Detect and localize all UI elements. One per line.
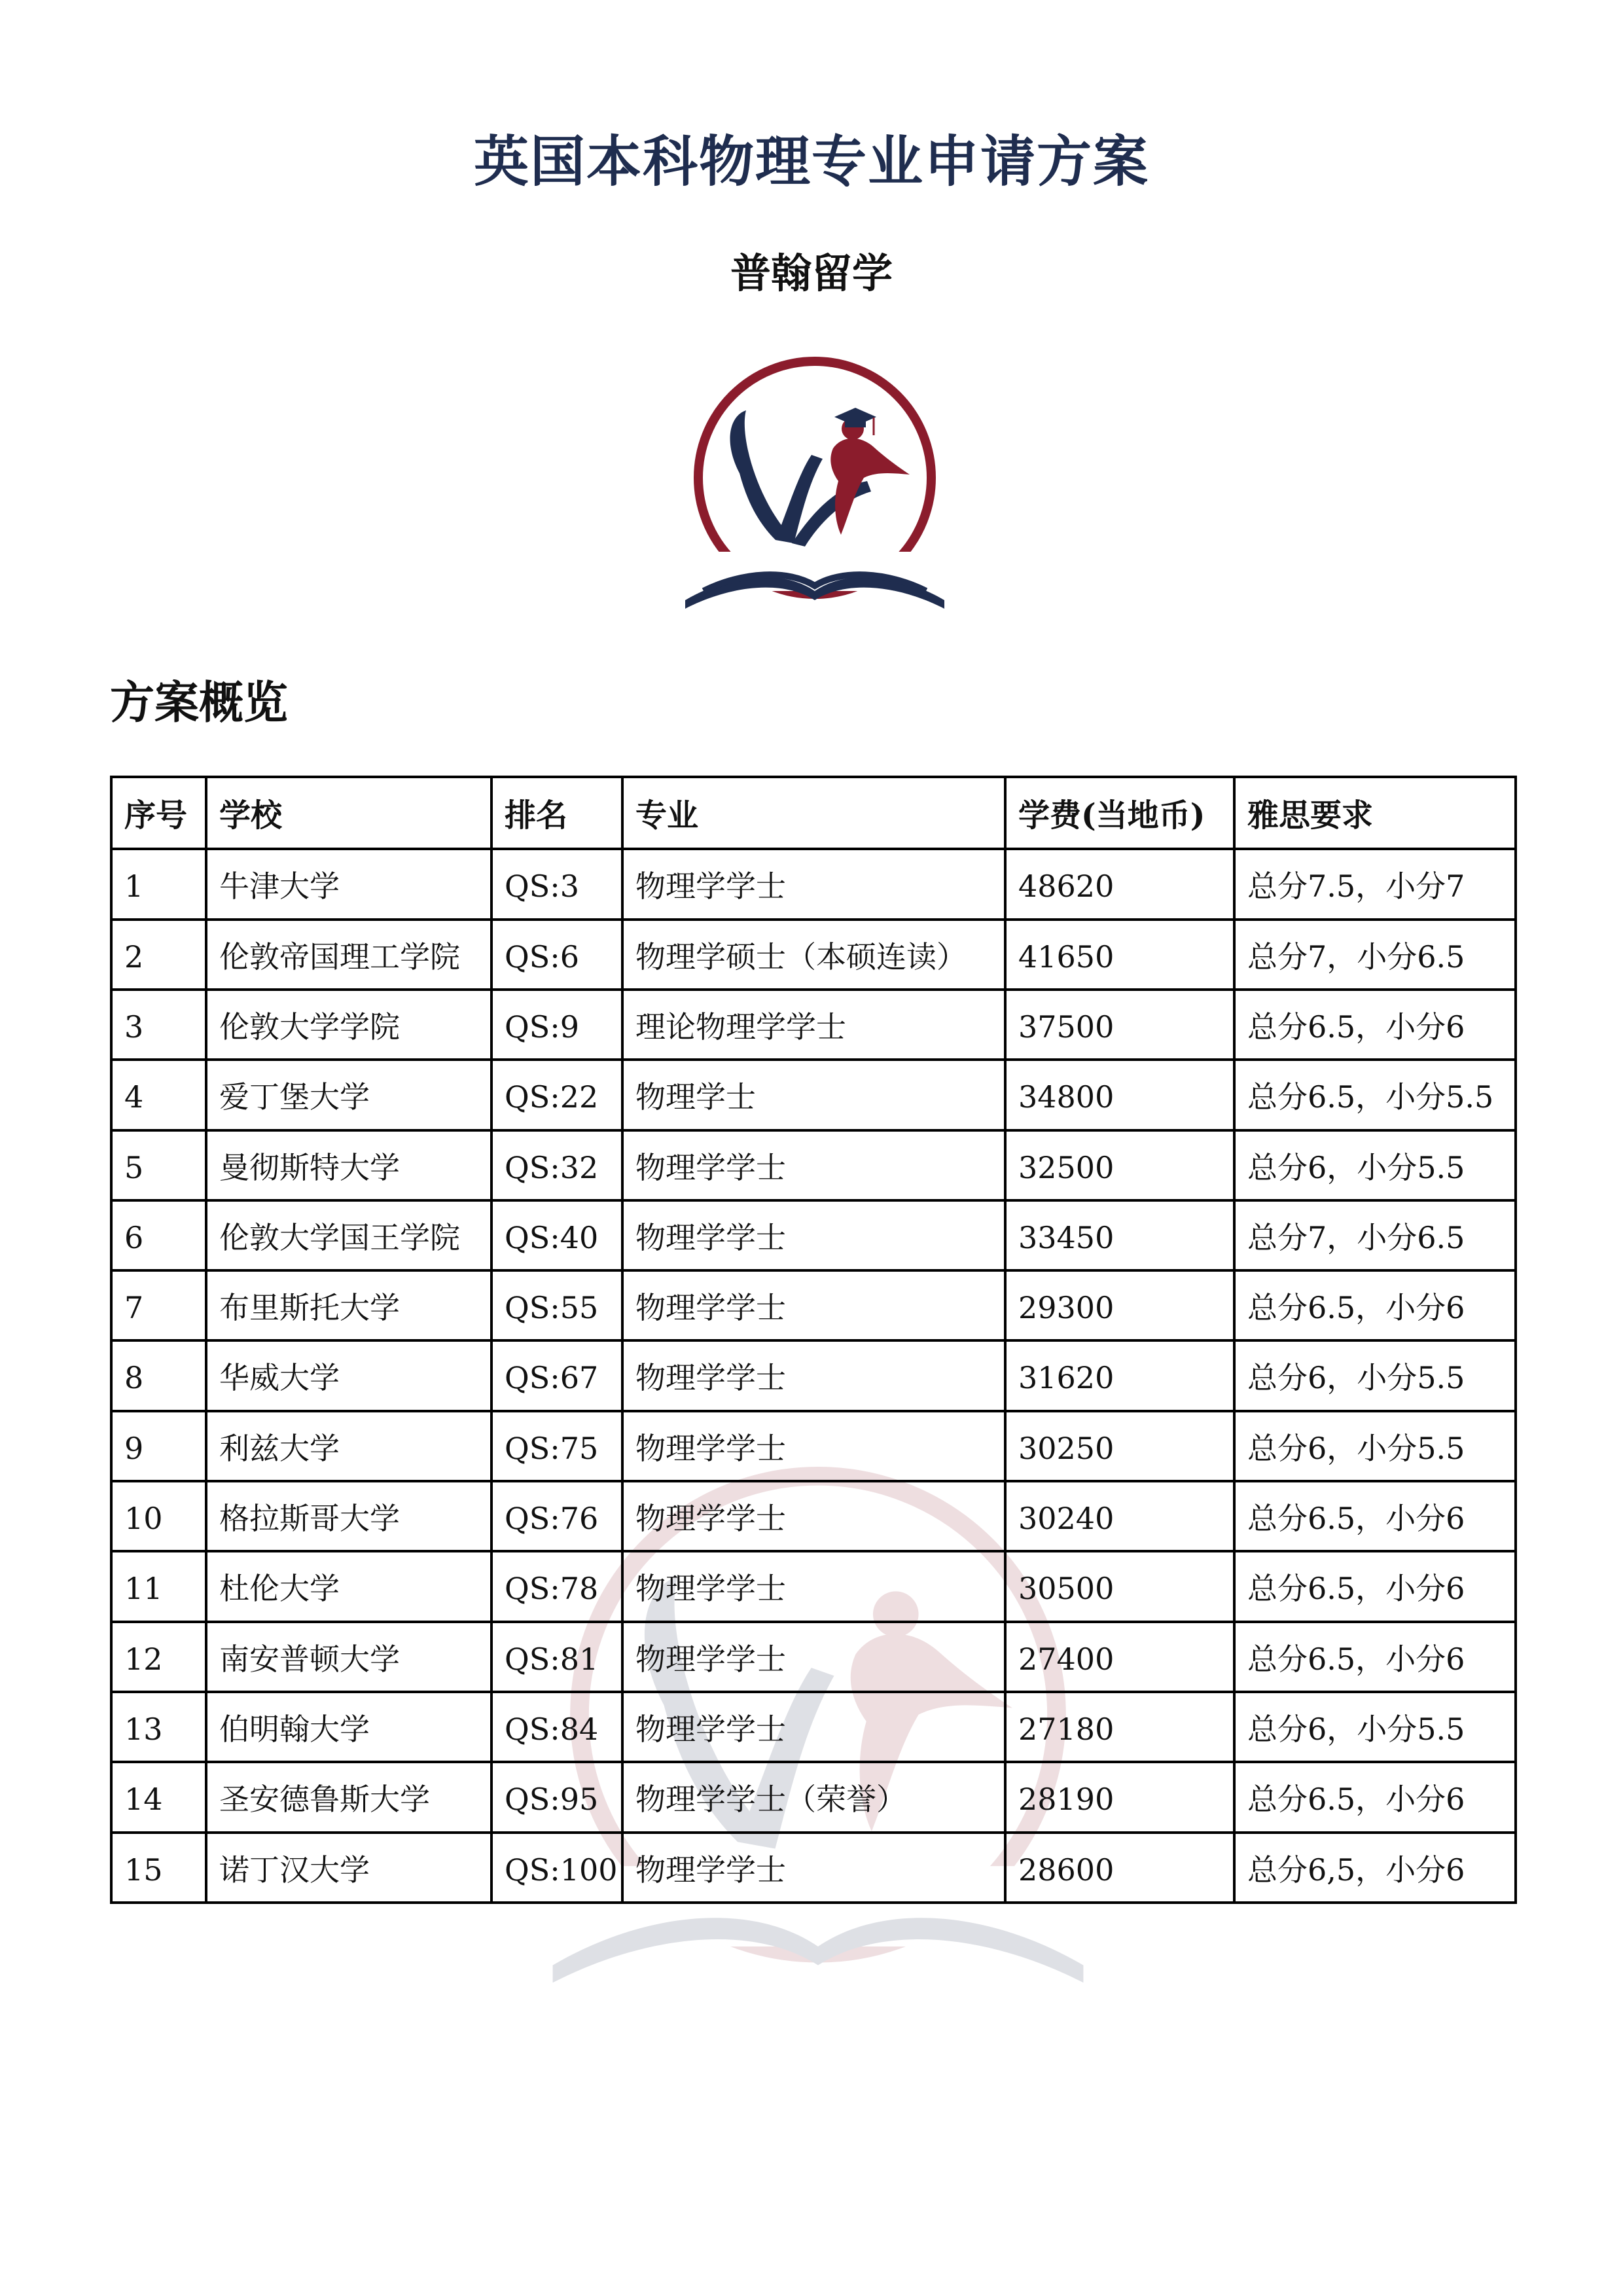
cell-index: 13 xyxy=(111,1692,206,1762)
cell-school: 南安普顿大学 xyxy=(206,1622,491,1692)
cell-major: 物理学硕士（本硕连读） xyxy=(622,920,1005,990)
cell-major: 物理学学士 xyxy=(622,1833,1005,1903)
cell-school: 利兹大学 xyxy=(206,1411,491,1481)
cell-ielts: 总分6.5，小分6 xyxy=(1234,1551,1516,1621)
table-header-row xyxy=(111,777,1516,849)
cell-ielts: 总分6.5，小分6 xyxy=(1234,1270,1516,1340)
cell-school: 圣安德鲁斯大学 xyxy=(206,1762,491,1832)
cell-rank: QS:67 xyxy=(491,1340,622,1410)
cell-school: 伦敦帝国理工学院 xyxy=(206,920,491,990)
cell-rank: QS:84 xyxy=(491,1692,622,1762)
table-row xyxy=(111,1762,1516,1832)
cell-index: 6 xyxy=(111,1200,206,1270)
cell-rank: QS:100 xyxy=(491,1833,622,1903)
cell-index: 11 xyxy=(111,1551,206,1621)
cell-school: 华威大学 xyxy=(206,1340,491,1410)
table-row xyxy=(111,1060,1516,1130)
cell-index: 4 xyxy=(111,1060,206,1130)
cell-school: 诺丁汉大学 xyxy=(206,1833,491,1903)
cell-ielts: 总分6，小分5.5 xyxy=(1234,1411,1516,1481)
table-row xyxy=(111,1481,1516,1551)
cell-rank: QS:6 xyxy=(491,920,622,990)
cell-major: 物理学学士 xyxy=(622,1130,1005,1200)
cell-major: 物理学学士 xyxy=(622,1622,1005,1692)
table-row xyxy=(111,1411,1516,1481)
cell-index: 9 xyxy=(111,1411,206,1481)
cell-rank: QS:76 xyxy=(491,1481,622,1551)
cell-ielts: 总分7.5，小分7 xyxy=(1234,849,1516,919)
cell-index: 14 xyxy=(111,1762,206,1832)
cell-rank: QS:81 xyxy=(491,1622,622,1692)
table-row xyxy=(111,849,1516,919)
cell-ielts: 总分7，小分6.5 xyxy=(1234,1200,1516,1270)
cell-rank: QS:78 xyxy=(491,1551,622,1621)
cell-school: 格拉斯哥大学 xyxy=(206,1481,491,1551)
cell-tuition: 41650 xyxy=(1005,920,1234,990)
page-title: 英国本科物理专业申请方案 xyxy=(473,129,1149,194)
cell-school: 伯明翰大学 xyxy=(206,1692,491,1762)
cell-index: 2 xyxy=(111,920,206,990)
cell-ielts: 总分6,5，小分6 xyxy=(1234,1833,1516,1903)
cell-tuition: 29300 xyxy=(1005,1270,1234,1340)
cell-ielts: 总分6，小分5.5 xyxy=(1234,1340,1516,1410)
page-subtitle: 普翰留学 xyxy=(730,249,893,297)
cell-tuition: 37500 xyxy=(1005,990,1234,1060)
cell-major: 物理学学士 xyxy=(622,849,1005,919)
cell-tuition: 34800 xyxy=(1005,1060,1234,1130)
cell-tuition: 32500 xyxy=(1005,1130,1234,1200)
overview-table xyxy=(110,776,1517,1904)
cell-tuition: 30500 xyxy=(1005,1551,1234,1621)
cell-rank: QS:75 xyxy=(491,1411,622,1481)
table-row xyxy=(111,1551,1516,1621)
cell-ielts: 总分7，小分6.5 xyxy=(1234,920,1516,990)
cell-ielts: 总分6.5，小分5.5 xyxy=(1234,1060,1516,1130)
cell-rank: QS:55 xyxy=(491,1270,622,1340)
cell-tuition: 30250 xyxy=(1005,1411,1234,1481)
cell-tuition: 48620 xyxy=(1005,849,1234,919)
cell-ielts: 总分6.5，小分6 xyxy=(1234,1481,1516,1551)
cell-ielts: 总分6，小分5.5 xyxy=(1234,1692,1516,1762)
cell-school: 爱丁堡大学 xyxy=(206,1060,491,1130)
header-rank: 排名 xyxy=(491,777,622,849)
header-school: 学校 xyxy=(206,777,491,849)
table-row xyxy=(111,1270,1516,1340)
cell-school: 杜伦大学 xyxy=(206,1551,491,1621)
cell-school: 布里斯托大学 xyxy=(206,1270,491,1340)
cell-tuition: 31620 xyxy=(1005,1340,1234,1410)
cell-ielts: 总分6，小分5.5 xyxy=(1234,1130,1516,1200)
cell-school: 牛津大学 xyxy=(206,849,491,919)
table-row xyxy=(111,1692,1516,1762)
section-heading: 方案概览 xyxy=(110,677,289,729)
cell-school: 伦敦大学国王学院 xyxy=(206,1200,491,1270)
cell-tuition: 27180 xyxy=(1005,1692,1234,1762)
cell-major: 物理学学士 xyxy=(622,1270,1005,1340)
cell-tuition: 33450 xyxy=(1005,1200,1234,1270)
header-ielts: 雅思要求 xyxy=(1234,777,1516,849)
header-index: 序号 xyxy=(111,777,206,849)
cell-major: 物理学士 xyxy=(622,1060,1005,1130)
cell-index: 1 xyxy=(111,849,206,919)
cell-major: 物理学学士 xyxy=(622,1692,1005,1762)
cell-tuition: 30240 xyxy=(1005,1481,1234,1551)
cell-index: 10 xyxy=(111,1481,206,1551)
table-row xyxy=(111,1130,1516,1200)
cell-tuition: 28600 xyxy=(1005,1833,1234,1903)
cell-major: 物理学学士 xyxy=(622,1200,1005,1270)
table-row xyxy=(111,990,1516,1060)
cell-rank: QS:95 xyxy=(491,1762,622,1832)
cell-major: 物理学学士 xyxy=(622,1551,1005,1621)
cell-rank: QS:9 xyxy=(491,990,622,1060)
cell-major: 物理学学士 xyxy=(622,1481,1005,1551)
cell-tuition: 27400 xyxy=(1005,1622,1234,1692)
cell-ielts: 总分6.5，小分6 xyxy=(1234,1622,1516,1692)
cell-index: 3 xyxy=(111,990,206,1060)
header-tuition: 学费(当地币) xyxy=(1005,777,1234,849)
cell-major: 物理学学士（荣誉） xyxy=(622,1762,1005,1832)
puhan-logo-icon xyxy=(677,344,952,619)
cell-tuition: 28190 xyxy=(1005,1762,1234,1832)
cell-school: 伦敦大学学院 xyxy=(206,990,491,1060)
table-row xyxy=(111,1833,1516,1903)
table-row xyxy=(111,1622,1516,1692)
table-row xyxy=(111,920,1516,990)
cell-school: 曼彻斯特大学 xyxy=(206,1130,491,1200)
cell-rank: QS:22 xyxy=(491,1060,622,1130)
cell-major: 理论物理学学士 xyxy=(622,990,1005,1060)
table-row xyxy=(111,1200,1516,1270)
cell-rank: QS:32 xyxy=(491,1130,622,1200)
cell-major: 物理学学士 xyxy=(622,1411,1005,1481)
cell-index: 15 xyxy=(111,1833,206,1903)
header-major: 专业 xyxy=(622,777,1005,849)
cell-index: 5 xyxy=(111,1130,206,1200)
cell-rank: QS:3 xyxy=(491,849,622,919)
cell-major: 物理学学士 xyxy=(622,1340,1005,1410)
table-row xyxy=(111,1340,1516,1410)
cell-ielts: 总分6.5，小分6 xyxy=(1234,1762,1516,1832)
cell-rank: QS:40 xyxy=(491,1200,622,1270)
cell-index: 12 xyxy=(111,1622,206,1692)
cell-ielts: 总分6.5，小分6 xyxy=(1234,990,1516,1060)
cell-index: 8 xyxy=(111,1340,206,1410)
cell-index: 7 xyxy=(111,1270,206,1340)
